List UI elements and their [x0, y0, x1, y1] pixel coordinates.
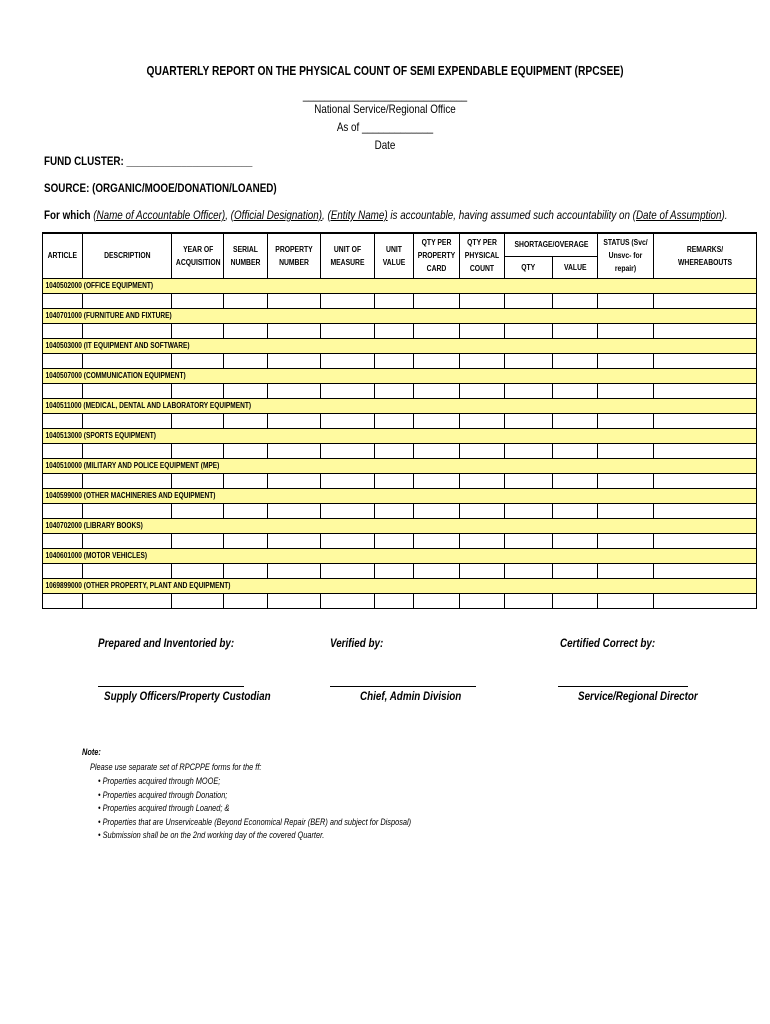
category-cell	[43, 398, 757, 413]
table-cell[interactable]	[460, 323, 505, 338]
table-cell[interactable]	[414, 533, 460, 548]
inventory-table	[42, 232, 757, 609]
table-cell[interactable]	[268, 353, 321, 368]
table-cell[interactable]	[83, 353, 172, 368]
table-cell[interactable]	[460, 413, 505, 428]
table-cell[interactable]	[321, 563, 375, 578]
table-cell[interactable]	[172, 593, 224, 608]
table-cell[interactable]	[268, 563, 321, 578]
note-item: • Properties acquired through MOOE;	[98, 776, 221, 786]
table-cell[interactable]	[83, 383, 172, 398]
inventory-body	[43, 278, 757, 608]
table-cell[interactable]	[224, 593, 268, 608]
category-cell	[43, 458, 757, 473]
table-cell[interactable]	[268, 533, 321, 548]
table-cell[interactable]	[375, 413, 414, 428]
table-cell[interactable]	[654, 563, 757, 578]
table-cell[interactable]	[224, 533, 268, 548]
category-row	[43, 338, 757, 353]
table-cell[interactable]	[268, 323, 321, 338]
verified-signature-line	[330, 686, 476, 687]
table-cell[interactable]	[43, 503, 83, 518]
table-cell[interactable]	[414, 293, 460, 308]
table-cell[interactable]	[83, 563, 172, 578]
table-cell[interactable]	[460, 293, 505, 308]
table-cell[interactable]	[598, 593, 654, 608]
table-cell[interactable]	[598, 323, 654, 338]
table-cell[interactable]	[43, 323, 83, 338]
table-cell[interactable]	[375, 503, 414, 518]
table-cell[interactable]	[553, 383, 598, 398]
date-label: Date	[374, 138, 396, 152]
note-heading: Note:	[82, 747, 101, 757]
table-cell[interactable]	[224, 353, 268, 368]
table-cell[interactable]	[414, 593, 460, 608]
table-cell[interactable]	[553, 503, 598, 518]
table-cell[interactable]	[505, 503, 553, 518]
table-cell[interactable]	[321, 353, 375, 368]
table-cell[interactable]	[268, 473, 321, 488]
col-qty-card: QTY PER PROPERTY CARD	[414, 233, 460, 278]
table-cell[interactable]	[598, 353, 654, 368]
category-label: 1040502000 (OFFICE EQUIPMENT)	[45, 281, 154, 290]
table-row	[43, 593, 757, 608]
table-cell[interactable]	[83, 323, 172, 338]
table-cell[interactable]	[172, 293, 224, 308]
sep-2: ,	[321, 208, 328, 222]
category-cell	[43, 578, 757, 593]
as-of-line: As of _____________	[336, 120, 434, 134]
table-cell[interactable]	[654, 593, 757, 608]
prepared-title: Supply Officers/Property Custodian	[104, 689, 271, 703]
category-row	[43, 308, 757, 323]
category-row	[43, 278, 757, 293]
table-cell[interactable]	[414, 323, 460, 338]
table-cell[interactable]	[654, 353, 757, 368]
table-row	[43, 293, 757, 308]
table-cell[interactable]	[654, 443, 757, 458]
table-cell[interactable]	[321, 383, 375, 398]
table-cell[interactable]	[414, 503, 460, 518]
table-cell[interactable]	[375, 563, 414, 578]
table-cell[interactable]	[375, 293, 414, 308]
table-cell[interactable]	[414, 443, 460, 458]
category-label: 1040702000 (LIBRARY BOOKS)	[45, 521, 143, 530]
col-shortage-overage: SHORTAGE/OVERAGE	[505, 233, 598, 256]
table-cell[interactable]	[375, 533, 414, 548]
table-cell[interactable]	[460, 443, 505, 458]
table-cell[interactable]	[83, 533, 172, 548]
table-cell[interactable]	[172, 413, 224, 428]
category-cell	[43, 428, 757, 443]
table-cell[interactable]	[172, 383, 224, 398]
table-cell[interactable]	[268, 293, 321, 308]
table-cell[interactable]	[505, 533, 553, 548]
table-cell[interactable]	[321, 533, 375, 548]
table-cell[interactable]	[553, 593, 598, 608]
accountability-end: ).	[721, 208, 728, 222]
accountability-mid: is accountable, having assumed such accountability on (	[387, 208, 636, 222]
fund-cluster: FUND CLUSTER: _______________________	[44, 154, 253, 168]
table-cell[interactable]	[505, 293, 553, 308]
table-cell[interactable]	[83, 503, 172, 518]
table-cell[interactable]	[83, 413, 172, 428]
table-cell[interactable]	[598, 563, 654, 578]
table-cell[interactable]	[43, 533, 83, 548]
table-cell[interactable]	[553, 533, 598, 548]
col-unit-measure: UNIT OF MEASURE	[321, 233, 375, 278]
certified-label: Certified Correct by:	[560, 636, 656, 650]
category-label: 1040507000 (COMMUNICATION EQUIPMENT)	[45, 371, 186, 380]
source-line: SOURCE: (ORGANIC/MOOE/DONATION/LOANED)	[44, 181, 277, 195]
table-cell[interactable]	[224, 413, 268, 428]
category-row	[43, 428, 757, 443]
table-cell[interactable]	[414, 353, 460, 368]
verified-label: Verified by:	[330, 636, 384, 650]
table-cell[interactable]	[224, 383, 268, 398]
col-article: ARTICLE	[43, 233, 83, 278]
table-cell[interactable]	[598, 413, 654, 428]
table-cell[interactable]	[505, 383, 553, 398]
table-cell[interactable]	[43, 293, 83, 308]
category-label: 1040511000 (MEDICAL, DENTAL AND LABORATORY EQUIPMENT)	[45, 401, 252, 410]
table-cell[interactable]	[321, 443, 375, 458]
table-cell[interactable]	[83, 293, 172, 308]
table-cell[interactable]	[414, 383, 460, 398]
table-cell[interactable]	[505, 353, 553, 368]
category-row	[43, 578, 757, 593]
table-cell[interactable]	[224, 323, 268, 338]
table-row	[43, 563, 757, 578]
category-label: 1040701000 (FURNITURE AND FIXTURE)	[45, 311, 172, 320]
col-property: PROPERTY NUMBER	[268, 233, 321, 278]
table-cell[interactable]	[375, 323, 414, 338]
table-cell[interactable]	[321, 413, 375, 428]
prepared-label: Prepared and Inventoried by:	[98, 636, 235, 650]
table-cell[interactable]	[598, 503, 654, 518]
category-cell	[43, 518, 757, 533]
col-serial: SERIAL NUMBER	[224, 233, 268, 278]
table-cell[interactable]	[172, 563, 224, 578]
table-cell[interactable]	[224, 563, 268, 578]
col-status: STATUS (Svc/ Unsvc- for repair)	[598, 233, 654, 278]
table-cell[interactable]	[224, 443, 268, 458]
category-row	[43, 548, 757, 563]
table-cell[interactable]	[654, 473, 757, 488]
note-item: • Properties that are Unserviceable (Beyond Economical Repair (BER) and subject for Disposal)	[98, 816, 412, 827]
entity-name: (Entity Name)	[327, 208, 388, 222]
table-cell[interactable]	[43, 473, 83, 488]
table-cell[interactable]	[83, 473, 172, 488]
table-row	[43, 413, 757, 428]
note-intro: Please use separate set of RPCPPE forms for the ff:	[90, 762, 262, 772]
report-title: QUARTERLY REPORT ON THE PHYSICAL COUNT OF SEMI EXPENDABLE EQUIPMENT (RPCSEE)	[146, 64, 624, 78]
for-which-lead: For which	[44, 208, 91, 222]
table-cell[interactable]	[43, 413, 83, 428]
table-cell[interactable]	[553, 323, 598, 338]
officer-name: (Name of Accountable Officer)	[93, 208, 226, 222]
date-of-assumption: Date of Assumption	[635, 208, 722, 222]
table-cell[interactable]	[654, 503, 757, 518]
table-cell[interactable]	[598, 443, 654, 458]
table-cell[interactable]	[654, 293, 757, 308]
category-label: 1040599000 (OTHER MACHINERIES AND EQUIPMENT)	[45, 491, 216, 500]
certified-signature-line	[558, 686, 688, 687]
note-item: • Properties acquired through Donation;	[98, 789, 228, 800]
category-cell	[43, 308, 757, 323]
col-description: DESCRIPTION	[83, 233, 172, 278]
table-cell[interactable]	[553, 353, 598, 368]
category-row	[43, 488, 757, 503]
prepared-signature-line	[98, 686, 244, 687]
table-cell[interactable]	[553, 563, 598, 578]
table-row	[43, 503, 757, 518]
table-row	[43, 473, 757, 488]
table-cell[interactable]	[43, 443, 83, 458]
table-cell[interactable]	[321, 323, 375, 338]
note-list	[98, 775, 480, 843]
table-cell[interactable]	[460, 593, 505, 608]
table-cell[interactable]	[654, 323, 757, 338]
col-unit-value: UNIT VALUE	[375, 233, 414, 278]
table-cell[interactable]	[460, 473, 505, 488]
col-qty-count: QTY PER PHYSICAL COUNT	[460, 233, 505, 278]
table-cell[interactable]	[172, 323, 224, 338]
table-cell[interactable]	[414, 413, 460, 428]
table-cell[interactable]	[268, 593, 321, 608]
table-row	[43, 353, 757, 368]
note-item: • Properties acquired through Loaned; &	[98, 803, 230, 813]
table-cell[interactable]	[654, 383, 757, 398]
table-cell[interactable]	[553, 443, 598, 458]
table-cell[interactable]	[553, 473, 598, 488]
table-cell[interactable]	[83, 443, 172, 458]
table-cell[interactable]	[172, 503, 224, 518]
table-cell[interactable]	[654, 533, 757, 548]
table-row	[43, 383, 757, 398]
table-cell[interactable]	[375, 473, 414, 488]
table-cell[interactable]	[172, 353, 224, 368]
table-cell[interactable]	[43, 563, 83, 578]
table-cell[interactable]	[224, 293, 268, 308]
table-cell[interactable]	[375, 353, 414, 368]
table-cell[interactable]	[321, 503, 375, 518]
table-cell[interactable]	[83, 593, 172, 608]
table-cell[interactable]	[460, 353, 505, 368]
category-row	[43, 458, 757, 473]
category-label: 1040601000 (MOTOR VEHICLES)	[45, 551, 148, 560]
table-cell[interactable]	[43, 593, 83, 608]
table-cell[interactable]	[172, 473, 224, 488]
category-label: 1040503000 (IT EQUIPMENT AND SOFTWARE)	[45, 341, 190, 350]
table-cell[interactable]	[43, 383, 83, 398]
table-cell[interactable]	[460, 563, 505, 578]
category-label: 1040510000 (MILITARY AND POLICE EQUIPMENT (MPE)	[45, 461, 220, 470]
table-cell[interactable]	[224, 503, 268, 518]
table-cell[interactable]	[414, 563, 460, 578]
office-blank: ______________________________	[302, 88, 468, 102]
col-remarks: REMARKS/ WHEREABOUTS	[654, 233, 757, 278]
note-item: • Submission shall be on the 2nd working day of the covered Quarter.	[98, 830, 325, 840]
sep-1: ,	[225, 208, 231, 222]
category-cell	[43, 548, 757, 563]
table-row	[43, 323, 757, 338]
table-cell[interactable]	[172, 443, 224, 458]
table-cell[interactable]	[321, 593, 375, 608]
accountability-statement	[44, 208, 727, 222]
table-cell[interactable]	[505, 473, 553, 488]
official-designation: (Official Designation)	[230, 208, 322, 222]
col-shortage-qty: QTY	[505, 256, 553, 278]
category-row	[43, 518, 757, 533]
category-cell	[43, 278, 757, 293]
verified-title: Chief, Admin Division	[360, 689, 462, 703]
table-cell[interactable]	[598, 473, 654, 488]
category-label: 1040513000 (SPORTS EQUIPMENT)	[45, 431, 156, 440]
table-cell[interactable]	[460, 503, 505, 518]
table-cell[interactable]	[43, 353, 83, 368]
table-cell[interactable]	[505, 413, 553, 428]
table-cell[interactable]	[553, 413, 598, 428]
table-row	[43, 443, 757, 458]
category-row	[43, 398, 757, 413]
category-row	[43, 368, 757, 383]
table-cell[interactable]	[224, 473, 268, 488]
col-shortage-value: VALUE	[553, 256, 598, 278]
table-cell[interactable]	[414, 473, 460, 488]
table-cell[interactable]	[375, 593, 414, 608]
category-cell	[43, 338, 757, 353]
table-cell[interactable]	[268, 413, 321, 428]
table-cell[interactable]	[321, 473, 375, 488]
table-cell[interactable]	[375, 383, 414, 398]
office-label: National Service/Regional Office	[314, 102, 456, 116]
table-cell[interactable]	[460, 383, 505, 398]
table-cell[interactable]	[375, 443, 414, 458]
table-cell[interactable]	[505, 443, 553, 458]
table-cell[interactable]	[321, 293, 375, 308]
table-cell[interactable]	[553, 293, 598, 308]
table-cell[interactable]	[268, 503, 321, 518]
category-cell	[43, 368, 757, 383]
table-cell[interactable]	[268, 443, 321, 458]
certified-title: Service/Regional Director	[578, 689, 698, 703]
table-cell[interactable]	[598, 293, 654, 308]
table-cell[interactable]	[598, 533, 654, 548]
category-label: 1069899000 (OTHER PROPERTY, PLANT AND EQUIPMENT)	[45, 581, 231, 590]
col-year: YEAR OF ACQUISITION	[172, 233, 224, 278]
category-cell	[43, 488, 757, 503]
table-cell[interactable]	[460, 533, 505, 548]
table-cell[interactable]	[505, 563, 553, 578]
table-row	[43, 533, 757, 548]
table-cell[interactable]	[268, 383, 321, 398]
table-cell[interactable]	[505, 323, 553, 338]
table-cell[interactable]	[505, 593, 553, 608]
table-cell[interactable]	[172, 533, 224, 548]
table-cell[interactable]	[654, 413, 757, 428]
table-cell[interactable]	[598, 383, 654, 398]
